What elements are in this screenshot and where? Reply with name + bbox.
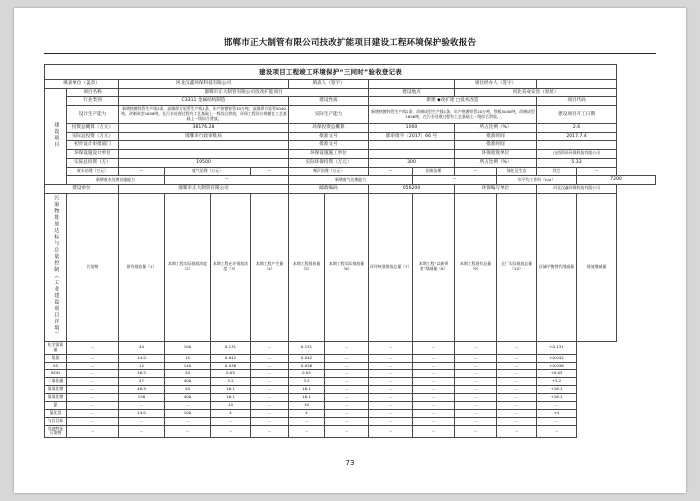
build-nature-label: 建设性质 <box>289 97 369 106</box>
pollutant-cell: -- <box>67 425 119 438</box>
table-row <box>45 362 656 370</box>
actual-invest-value: 19500 <box>119 158 289 167</box>
pollutant-cell: 400 <box>165 378 211 386</box>
env-build-unit-value <box>369 150 455 159</box>
env-design-unit-value <box>119 150 289 159</box>
table-row <box>45 341 656 354</box>
pollutant-name: 化学需氧量 <box>45 341 67 354</box>
pollutant-cell: -- <box>369 362 413 370</box>
pollutant-cell: -- <box>497 341 537 354</box>
pollutant-cell: -- <box>251 409 289 417</box>
pollutant-cell: -- <box>369 394 413 402</box>
waste-gas-treat-value: -- <box>251 167 289 176</box>
env-invest-label: 环保投资总概算 <box>289 123 369 132</box>
pollutant-cell: -- <box>497 401 537 409</box>
pollutant-cell: -- <box>497 417 537 425</box>
pollutant-cell: -- <box>413 378 455 386</box>
pollutant-cell: -- <box>211 425 251 438</box>
pollution-header-0: 污染物 <box>67 193 119 341</box>
pollution-header-1: 原有排放量（1） <box>119 193 165 341</box>
env-accept-unit-value: 山西科环环保科技有限公司 <box>537 150 617 159</box>
eia-approver-value: 邯郸市行政审批局 <box>119 132 289 141</box>
pollutant-cell: -- <box>455 425 497 438</box>
annual-hours-label: 年平均工作时（h/a） <box>497 176 577 185</box>
design-capacity-label: 设计生产能力 <box>67 106 119 124</box>
pollutant-cell: -- <box>251 425 289 438</box>
table-row <box>45 425 656 438</box>
pollutant-cell: 0.036 <box>211 362 251 370</box>
pollutant-cell: -- <box>165 417 211 425</box>
new-gas-capacity-value: -- <box>413 176 497 185</box>
pollutant-cell: -- <box>455 417 497 425</box>
pollutant-cell: -- <box>455 409 497 417</box>
pollutant-cell: 3.2 <box>289 378 325 386</box>
pollutant-cell: 44 <box>119 341 165 354</box>
wastewater-treat-label: 废水治理（万元） <box>67 167 119 176</box>
pollution-header-11: 区域平衡替代削减量 <box>537 193 577 341</box>
pollutant-cell: -- <box>455 341 497 354</box>
pollutant-cell: -- <box>369 401 413 409</box>
pollutant-cell: -- <box>413 341 455 354</box>
pollutant-cell: -- <box>497 394 537 402</box>
pollution-header-12: 排放增减量 <box>577 193 617 341</box>
pollutant-cell: -- <box>497 425 537 438</box>
pollutant-cell: -- <box>455 354 497 362</box>
pollutant-cell: -- <box>325 370 369 378</box>
pollutant-cell: -- <box>369 409 413 417</box>
pollution-rows <box>45 341 656 437</box>
pollutant-cell: -- <box>497 354 537 362</box>
table-banner: 建设项目工程竣工环境保护“三同时”验收登记表 <box>45 65 617 80</box>
pollutant-cell: -- <box>67 354 119 362</box>
total-invest-value: 38176.28 <box>119 123 289 132</box>
pollutant-cell: -- <box>369 341 413 354</box>
prelim-approval-no-value <box>369 141 455 150</box>
pollutant-cell: 158 <box>119 394 165 402</box>
pollutant-cell: -- <box>251 354 289 362</box>
green-eco-label: 绿化及生态 <box>497 167 537 176</box>
verification-table <box>44 64 656 438</box>
pollutant-cell: 4 <box>211 409 251 417</box>
pollutant-name: 氮氧化物 <box>45 386 67 394</box>
design-capacity-value: 新增热镀锌管生产线3条，高频焊方矩管生产线1条，年产热镀锌管30万吨，高频焊方矩管5040吨，改制成型1656吨，在污水处理过程有工艺基础上一级综合泄放，环保工程设计规模在工艺基础上一级综合泄放。 <box>119 106 289 124</box>
pollutant-cell: -- <box>413 417 455 425</box>
pollutant-cell: 10 <box>211 401 251 409</box>
actual-env-invest-label: 实际环保投资（万元） <box>289 158 369 167</box>
pollutant-cell: 16.1 <box>211 386 251 394</box>
prelim-design-label: 初步设计审批部门 <box>67 141 119 150</box>
solid-treat-value: -- <box>455 167 497 176</box>
report-unit-label: 环保编写单位 <box>455 184 537 193</box>
approval-time-value: 2017.7.4 <box>537 132 617 141</box>
pollutant-cell: +5.2 <box>537 378 577 386</box>
approval-time-label: 批准时间 <box>455 132 537 141</box>
solid-treat-label: 固废治理 <box>413 167 455 176</box>
actual-capacity-label: 实际生产能力 <box>289 106 369 124</box>
pollutant-cell: 16.1 <box>289 386 325 394</box>
pollution-header-2: 本期工程实际排放浓度（2） <box>165 193 211 341</box>
pollutant-cell: -- <box>325 362 369 370</box>
pollutant-cell: 100 <box>165 341 211 354</box>
table-row <box>45 354 656 362</box>
filler-value <box>369 80 455 89</box>
main-table-wrap <box>44 64 656 438</box>
pollution-header-3: 本期工程允许排放浓度（3） <box>211 193 251 341</box>
pollutant-cell: 0.131 <box>211 341 251 354</box>
fill-unit-value: 河北汉鑫环保科技有限公司 <box>119 80 289 89</box>
pollutant-cell: -- <box>413 370 455 378</box>
pollutant-cell: -- <box>369 425 413 438</box>
pollution-header-10: 全厂实际排放总量（10） <box>497 193 537 341</box>
pollutant-cell: -- <box>413 354 455 362</box>
waste-gas-treat-label: 废气治理（万元） <box>165 167 251 176</box>
pollutant-cell: -- <box>67 362 119 370</box>
pollutant-cell: +16.1 <box>537 386 577 394</box>
pollutant-cell: -- <box>497 362 537 370</box>
pollutant-cell: 16.1 <box>289 394 325 402</box>
pollutant-cell: -- <box>497 378 537 386</box>
pollutant-cell: -- <box>251 394 289 402</box>
new-water-capacity-value: -- <box>165 176 289 185</box>
handler-value <box>537 80 617 89</box>
prelim-approval-no-label: 批准文号 <box>289 141 369 150</box>
pollutant-cell: +0.036 <box>537 362 577 370</box>
prelim-approval-time-label: 批准时间 <box>455 141 537 150</box>
project-name-value: 邯郸市正大制管有限公司技改扩能项目 <box>119 88 369 97</box>
pollutant-cell: -- <box>325 394 369 402</box>
pollutant-cell: -- <box>369 354 413 362</box>
section-pollution-label: 污染物排放达标与总量控制（工业建设项目详填） <box>45 193 67 341</box>
pollutant-name: 其他特征污染物 <box>45 425 67 438</box>
pollutant-cell: 16.1 <box>211 394 251 402</box>
table-row <box>45 378 656 386</box>
pollutant-cell: -- <box>413 409 455 417</box>
actual-ratio-label: 所占比例（%） <box>455 158 537 167</box>
pollutant-cell: -- <box>289 425 325 438</box>
postcode-value: 056200 <box>369 184 455 193</box>
noise-treat-label: 噪声治理（万元） <box>289 167 369 176</box>
build-unit-value: 邯郸市正大制管有限公司 <box>119 184 289 193</box>
fill-unit-label: 填表单位（盖章） <box>45 80 119 89</box>
pollutant-cell: -- <box>325 417 369 425</box>
pollutant-cell: -- <box>413 425 455 438</box>
pollutant-cell: +0.05 <box>537 370 577 378</box>
pollutant-cell: 46.9 <box>119 386 165 394</box>
pollutant-name: 氨氮 <box>45 354 67 362</box>
pollutant-cell: -- <box>413 401 455 409</box>
pollutant-cell: -- <box>497 409 537 417</box>
pollutant-cell: -- <box>251 386 289 394</box>
pollutant-cell: 0.05 <box>211 370 251 378</box>
pollutant-cell: 100 <box>165 409 211 417</box>
pollutant-cell: 0.036 <box>289 362 325 370</box>
pollution-header-5: 本期工程排放量（5） <box>289 193 325 341</box>
pollutant-cell: 400 <box>165 394 211 402</box>
pollutant-cell: 50 <box>165 386 211 394</box>
new-water-capacity-label: 新增废水处理设施能力 <box>67 176 165 185</box>
report-unit-value: 河北汉鑫环保科技有限公司 <box>537 184 617 193</box>
other-treat-value: -- <box>577 167 617 176</box>
pollutant-cell: 3.2 <box>211 378 251 386</box>
pollutant-cell: -- <box>455 370 497 378</box>
pollutant-cell: -- <box>119 425 165 438</box>
pollutant-cell: 47 <box>119 378 165 386</box>
actual-ratio-value: 5.33 <box>537 158 617 167</box>
pollutant-cell: 0.042 <box>211 354 251 362</box>
pollutant-name: 氯化氢 <box>45 409 67 417</box>
env-invest-value: 1000 <box>369 123 455 132</box>
actual-env-invest-value: 300 <box>369 158 455 167</box>
invest-ratio-value: 2.6 <box>537 123 617 132</box>
pollutant-cell: -- <box>251 370 289 378</box>
pollutant-cell: 14.0 <box>119 354 165 362</box>
table-row <box>45 417 656 425</box>
table-row <box>45 409 656 417</box>
table-row <box>45 386 656 394</box>
pollutant-cell: 15 <box>165 354 211 362</box>
pollutant-cell: -- <box>413 362 455 370</box>
build-unit-label: 建设单位 <box>45 184 119 193</box>
pollutant-name: SS <box>45 362 67 370</box>
pollutant-cell: -- <box>537 401 577 409</box>
handler-label: 项目经办人（签字） <box>455 80 537 89</box>
pollutant-cell: -- <box>119 417 165 425</box>
page-title: 邯郸市正大制管有限公司技改扩能项目建设工程环境保护验收报告 <box>223 38 477 48</box>
start-date-label: 建设项目开工日期 <box>537 106 617 124</box>
pollutant-cell: 140 <box>165 362 211 370</box>
table-row <box>45 370 656 378</box>
pollutant-cell: -- <box>165 401 211 409</box>
pollutant-cell: -- <box>455 378 497 386</box>
pollutant-cell: -- <box>67 401 119 409</box>
document-page <box>14 8 686 493</box>
pollutant-cell: -- <box>67 417 119 425</box>
pollutant-cell: -- <box>455 401 497 409</box>
approval-no-label: 批准文号 <box>289 132 369 141</box>
pollutant-cell: +0.131 <box>537 341 577 354</box>
actual-invest-label: 实际总投资（万） <box>67 158 119 167</box>
noise-treat-value: -- <box>369 167 413 176</box>
pollutant-cell: -- <box>119 401 165 409</box>
pollutant-cell: -- <box>67 370 119 378</box>
pollutant-cell: -- <box>67 341 119 354</box>
pollutant-cell: -- <box>537 417 577 425</box>
other-treat-label: 其它 <box>537 167 577 176</box>
pollution-header-4: 本期工程产生量（4） <box>251 193 289 341</box>
pollution-header-9: 本期工程现有总量（9） <box>455 193 497 341</box>
pollutant-cell: -- <box>251 378 289 386</box>
pollutant-cell: 14.0 <box>119 409 165 417</box>
pollutant-cell: -- <box>455 386 497 394</box>
pollutant-cell: -- <box>369 386 413 394</box>
pollutant-cell: -- <box>251 362 289 370</box>
build-site-label: 建设地点 <box>369 88 455 97</box>
pollutant-cell: +16.1 <box>537 394 577 402</box>
pollutant-cell: -- <box>251 417 289 425</box>
pollutant-cell: +4 <box>537 409 577 417</box>
pollutant-cell: -- <box>369 417 413 425</box>
pollutant-cell: 0.042 <box>289 354 325 362</box>
pollutant-cell: 0.05 <box>289 370 325 378</box>
pollutant-cell: 10 <box>289 401 325 409</box>
project-code-label: 项目代码 <box>537 97 617 106</box>
pollutant-cell: -- <box>251 341 289 354</box>
table-row <box>45 394 656 402</box>
pollutant-cell: -- <box>369 370 413 378</box>
actual-capacity-value: 新增热镀锌管生产线2条，改制成型生产线1条，年产热镀锌管20万吨，铁板5040吨，改制成型1656吨，在污水处理过程有工艺基础上一级综合泄放。 <box>369 106 537 124</box>
pollutant-cell: -- <box>325 401 369 409</box>
postcode-label: 邮政编码 <box>289 184 369 193</box>
pollutant-cell: -- <box>67 409 119 417</box>
pollutant-cell: 4 <box>289 409 325 417</box>
pollutant-cell: -- <box>325 354 369 362</box>
pollutant-cell: -- <box>325 341 369 354</box>
pollutant-cell: -- <box>325 409 369 417</box>
pollution-header-7: 环评核准排放总量（7） <box>369 193 413 341</box>
pollutant-cell: -- <box>413 386 455 394</box>
pollutant-cell: -- <box>325 378 369 386</box>
pollutant-name: 二氧化硫 <box>45 378 67 386</box>
pollutant-cell: -- <box>211 417 251 425</box>
pollutant-cell: -- <box>455 394 497 402</box>
pollutant-cell: -- <box>67 386 119 394</box>
pollutant-cell: -- <box>455 362 497 370</box>
build-site-value: 河北省成安县（原址） <box>455 88 617 97</box>
pollutant-cell: -- <box>413 394 455 402</box>
pollutant-cell: +0.042 <box>537 354 577 362</box>
industry-label: 行业类别 <box>67 97 119 106</box>
pollution-header-6: 本期工程实际排放量（6） <box>325 193 369 341</box>
build-nature-value: 新建 ◆改扩建 □技术改造 <box>369 97 537 106</box>
page-number: 73 <box>345 459 355 467</box>
pollutant-cell: -- <box>369 378 413 386</box>
new-gas-capacity-label: 新增废气处理能力 <box>289 176 413 185</box>
prelim-design-value <box>119 141 289 150</box>
pollutant-name: 与目目标 <box>45 417 67 425</box>
pollutant-cell: 12 <box>119 362 165 370</box>
approval-no-value: 邯审批字〔2017〕66 号 <box>369 132 455 141</box>
industry-value: C3311 金属结构制造 <box>119 97 289 106</box>
env-design-unit-label: 环保设施设计单位 <box>67 150 119 159</box>
prelim-approval-time-value <box>537 141 617 150</box>
pollutant-cell: -- <box>67 378 119 386</box>
pollutant-cell: -- <box>497 370 537 378</box>
section-construction-label: 建设项目 <box>45 88 67 184</box>
eia-approver-label: 实际总投资（万元） <box>67 132 119 141</box>
pollutant-cell: 30 <box>165 370 211 378</box>
annual-hours-value: 7200 <box>577 176 656 185</box>
pollutant-cell: -- <box>325 386 369 394</box>
wastewater-treat-value: -- <box>119 167 165 176</box>
env-accept-unit-label: 环保验收单位 <box>455 150 537 159</box>
total-invest-label: 投资总概算（万元） <box>67 123 119 132</box>
env-build-unit-label: 环保设施施工单位 <box>289 150 369 159</box>
pollutant-cell: -- <box>251 401 289 409</box>
pollutant-cell: -- <box>289 417 325 425</box>
project-name-label: 项目名称 <box>67 88 119 97</box>
pollutant-cell: -- <box>165 425 211 438</box>
pollutant-cell: -- <box>497 386 537 394</box>
pollutant-name: BOD <box>45 370 67 378</box>
pollutant-cell: -- <box>325 425 369 438</box>
table-row <box>45 401 656 409</box>
pollution-header-8: 本期工程“以新带老”削减量（8） <box>413 193 455 341</box>
pollutant-name: 氯 <box>45 401 67 409</box>
filler-label: 填表人（签字） <box>289 80 369 89</box>
title-divider <box>44 53 656 54</box>
pollutant-name: 氮氧化物 <box>45 394 67 402</box>
pollutant-cell: 0.131 <box>289 341 325 354</box>
pollutant-cell: 16.5 <box>119 370 165 378</box>
invest-ratio-label: 所占比例（%） <box>455 123 537 132</box>
pollutant-cell: -- <box>537 425 577 438</box>
pollutant-cell: -- <box>67 394 119 402</box>
